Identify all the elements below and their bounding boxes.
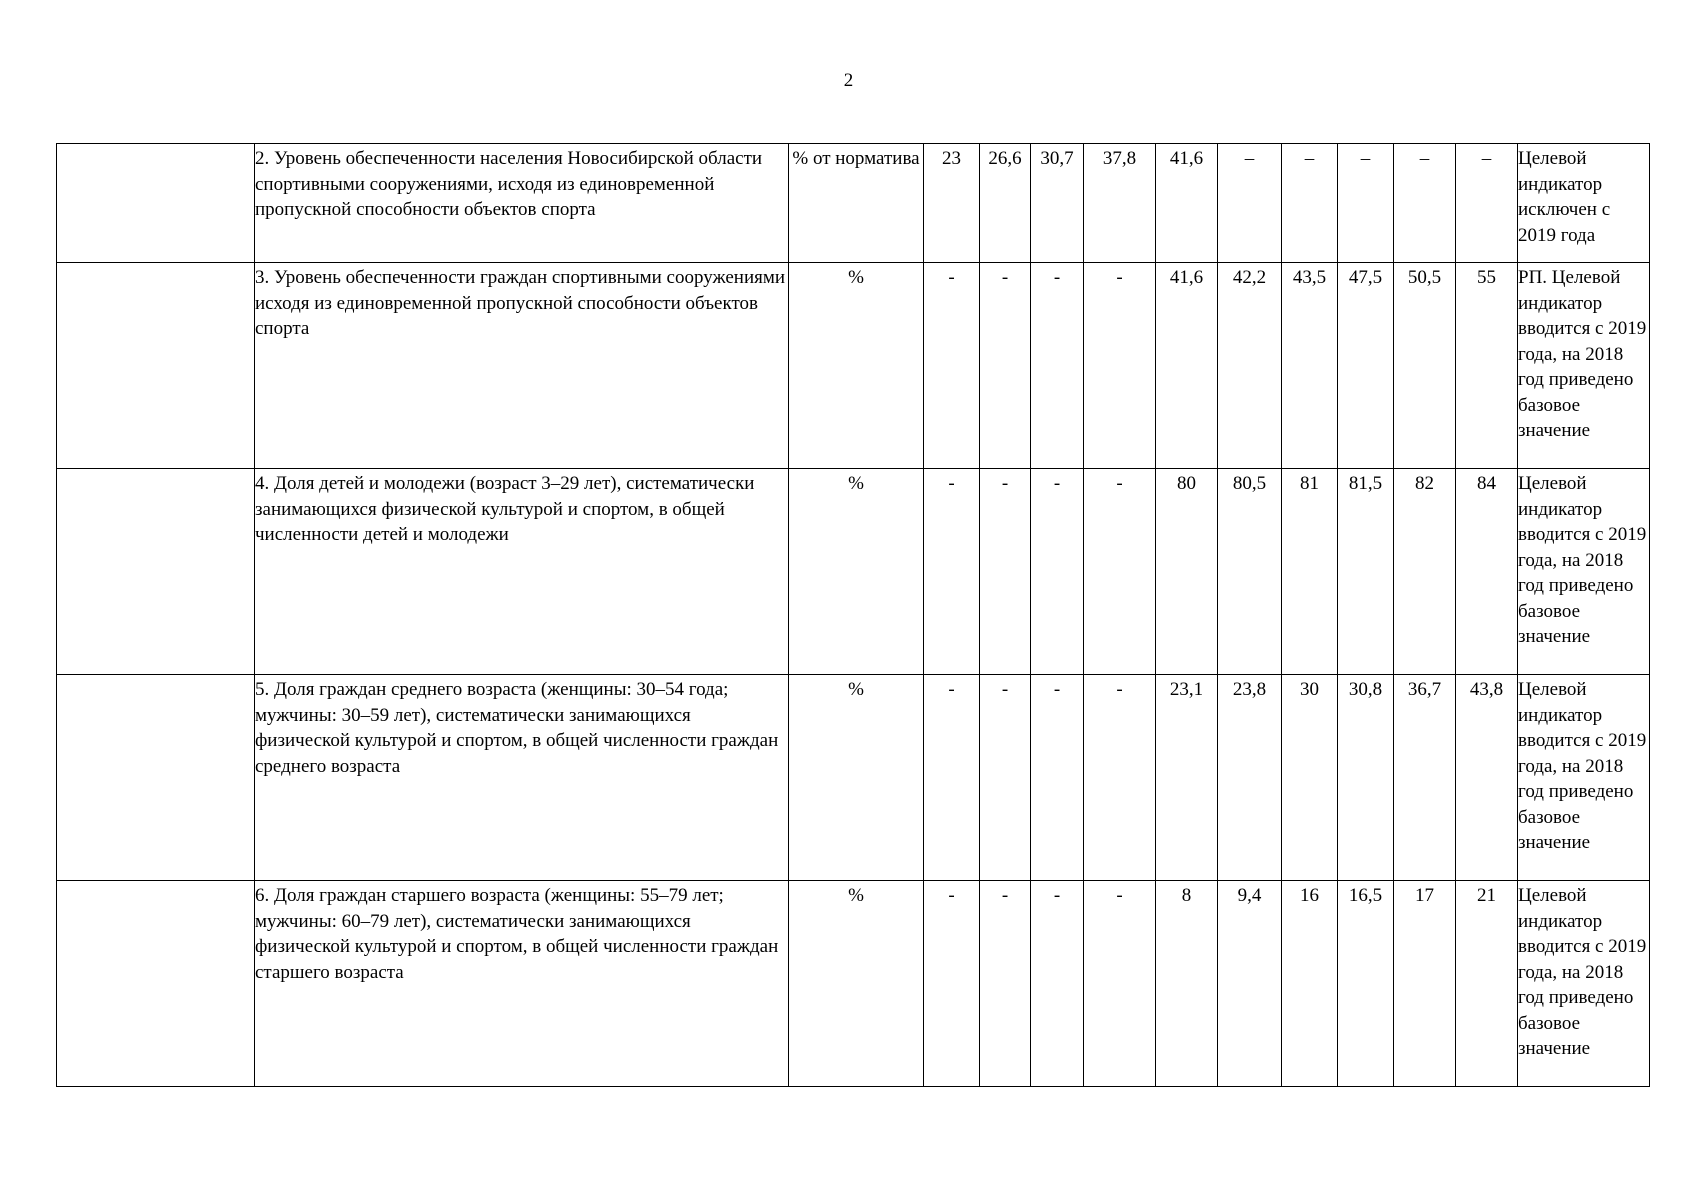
value-cell <box>1282 263 1338 469</box>
page-number: 2 <box>843 70 854 91</box>
value-cell <box>1394 144 1456 263</box>
value-cell <box>1031 263 1084 469</box>
value-cell-text: - <box>948 885 955 906</box>
value-cell <box>1031 675 1084 881</box>
value-cell <box>980 881 1031 1087</box>
unit-cell-text: % <box>848 267 864 288</box>
value-cell <box>1282 881 1338 1087</box>
value-cell-text: 26,6 <box>988 148 1022 169</box>
program-cell <box>57 263 255 469</box>
value-cell <box>1394 881 1456 1087</box>
value-cell <box>1338 263 1394 469</box>
value-cell-text: 81 <box>1300 473 1319 494</box>
value-cell <box>1084 881 1156 1087</box>
table-row <box>57 263 1650 469</box>
value-cell <box>980 675 1031 881</box>
value-cell-text: 23,8 <box>1232 679 1267 700</box>
value-cell <box>980 144 1031 263</box>
value-cell-text: 23,1 <box>1169 679 1204 700</box>
value-cell <box>1084 469 1156 675</box>
value-cell-text: 80 <box>1177 473 1196 494</box>
value-cell <box>1456 675 1518 881</box>
indicator-name-cell-text: 6. Доля граждан старшего возраста (женщины: 55–79 лет; мужчины: 60–79 лет), систематически занимающихся физической культурой и спортом, в общей численности граждан старшего возраста <box>255 885 779 983</box>
value-cell-text: 41,6 <box>1169 267 1204 288</box>
value-cell-text: - <box>1053 473 1061 494</box>
table-row <box>57 144 1650 263</box>
unit-cell-text: % <box>848 679 864 700</box>
table-row <box>57 675 1650 881</box>
value-cell <box>1282 469 1338 675</box>
value-cell-text: - <box>1116 473 1123 494</box>
value-cell <box>1338 469 1394 675</box>
value-cell-text: – <box>1481 148 1492 169</box>
unit-cell <box>789 144 924 263</box>
value-cell <box>1031 144 1084 263</box>
value-cell-text: - <box>948 267 955 288</box>
value-cell <box>924 881 980 1087</box>
value-cell-text: - <box>948 679 955 700</box>
value-cell <box>1456 881 1518 1087</box>
value-cell-text: 16 <box>1300 885 1319 906</box>
value-cell <box>1156 881 1218 1087</box>
indicator-name-cell <box>255 881 789 1087</box>
value-cell <box>1338 675 1394 881</box>
value-cell-text: 21 <box>1477 885 1496 906</box>
value-cell <box>924 144 980 263</box>
indicator-name-cell-text: 4. Доля детей и молодежи (возраст 3–29 лет), систематически занимающихся физической культурой и спортом, в общей численности детей и молодежи <box>255 473 755 545</box>
value-cell-text: 30,8 <box>1348 679 1383 700</box>
value-cell-text: 16,5 <box>1348 885 1383 906</box>
table-row <box>57 469 1650 675</box>
note-cell-text: Целевой индикатор вводится с 2019 года, на 2018 год приведено базовое значение <box>1518 679 1647 853</box>
value-cell-text: 17 <box>1415 885 1434 906</box>
value-cell <box>924 263 980 469</box>
value-cell-text: 81,5 <box>1348 473 1383 494</box>
note-cell-text: Целевой индикатор вводится с 2019 года, на 2018 год приведено базовое значение <box>1518 885 1647 1059</box>
note-cell <box>1518 144 1650 263</box>
value-cell <box>1218 144 1282 263</box>
value-cell <box>924 469 980 675</box>
note-cell-text: РП. Целевой индикатор вводится с 2019 года, на 2018 год приведено базовое значение <box>1518 267 1647 441</box>
value-cell <box>1282 675 1338 881</box>
indicator-name-cell <box>255 675 789 881</box>
value-cell-text: 41,6 <box>1169 148 1204 169</box>
value-cell-text: - <box>1001 679 1009 700</box>
value-cell <box>980 263 1031 469</box>
value-cell-text: 9,4 <box>1237 885 1262 906</box>
value-cell <box>1084 263 1156 469</box>
program-cell <box>57 675 255 881</box>
value-cell-text: - <box>1116 679 1123 700</box>
value-cell <box>1394 469 1456 675</box>
value-cell <box>1156 263 1218 469</box>
value-cell-text: 8 <box>1181 885 1192 906</box>
value-cell <box>924 675 980 881</box>
value-cell-text: 84 <box>1477 473 1496 494</box>
value-cell-text: 37,8 <box>1102 148 1137 169</box>
value-cell-text: - <box>1053 267 1061 288</box>
value-cell <box>1338 144 1394 263</box>
value-cell-text: 23 <box>942 148 961 169</box>
value-cell <box>1031 469 1084 675</box>
note-cell-text: Целевой индикатор исключен с 2019 года <box>1518 148 1611 246</box>
value-cell-text: 55 <box>1477 267 1496 288</box>
indicator-name-cell-text: 2. Уровень обеспеченности населения Новосибирской области спортивными сооружениями, исходя из единовременной пропускной способности объектов спорта <box>255 148 763 220</box>
note-cell <box>1518 469 1650 675</box>
table-row <box>57 881 1650 1087</box>
indicators-table <box>56 143 1650 1087</box>
program-cell <box>57 144 255 263</box>
value-cell-text: - <box>1053 885 1061 906</box>
value-cell-text: – <box>1304 148 1315 169</box>
value-cell <box>1156 675 1218 881</box>
value-cell <box>1031 881 1084 1087</box>
value-cell-text: 30,7 <box>1040 148 1074 169</box>
unit-cell-text: % <box>848 473 864 494</box>
value-cell <box>1084 675 1156 881</box>
value-cell <box>1456 263 1518 469</box>
value-cell <box>1156 469 1218 675</box>
unit-cell <box>789 881 924 1087</box>
indicator-name-cell-text: 5. Доля граждан среднего возраста (женщины: 30–54 года; мужчины: 30–59 лет), систематически занимающихся физической культурой и спортом, в общей численности граждан среднего возраста <box>255 679 779 777</box>
value-cell <box>1218 263 1282 469</box>
value-cell <box>1218 881 1282 1087</box>
value-cell <box>1218 675 1282 881</box>
note-cell <box>1518 675 1650 881</box>
value-cell-text: 42,2 <box>1232 267 1267 288</box>
indicator-name-cell <box>255 469 789 675</box>
unit-cell <box>789 469 924 675</box>
value-cell <box>1456 144 1518 263</box>
unit-cell-text: % <box>848 885 864 906</box>
value-cell <box>1456 469 1518 675</box>
value-cell <box>980 469 1031 675</box>
value-cell-text: – <box>1419 148 1430 169</box>
value-cell-text: – <box>1360 148 1371 169</box>
program-cell <box>57 881 255 1087</box>
indicator-name-cell <box>255 144 789 263</box>
value-cell-text: - <box>1001 473 1009 494</box>
value-cell-text: – <box>1244 148 1255 169</box>
value-cell <box>1394 263 1456 469</box>
indicator-name-cell-text: 3. Уровень обеспеченности граждан спортивными сооружениями исходя из единовременной пропускной способности объектов спорта <box>255 267 786 339</box>
value-cell-text: 50,5 <box>1407 267 1442 288</box>
value-cell-text: 43,8 <box>1469 679 1504 700</box>
unit-cell <box>789 263 924 469</box>
value-cell-text: - <box>948 473 955 494</box>
program-cell <box>57 469 255 675</box>
indicator-name-cell <box>255 263 789 469</box>
unit-cell <box>789 675 924 881</box>
value-cell-text: 82 <box>1415 473 1434 494</box>
note-cell-text: Целевой индикатор вводится с 2019 года, на 2018 год приведено базовое значение <box>1518 473 1647 647</box>
value-cell <box>1218 469 1282 675</box>
value-cell <box>1394 675 1456 881</box>
value-cell <box>1338 881 1394 1087</box>
value-cell <box>1156 144 1218 263</box>
value-cell-text: 43,5 <box>1292 267 1327 288</box>
value-cell-text: - <box>1001 267 1009 288</box>
value-cell <box>1282 144 1338 263</box>
value-cell-text: - <box>1001 885 1009 906</box>
value-cell-text: - <box>1116 267 1123 288</box>
value-cell-text: 47,5 <box>1348 267 1383 288</box>
value-cell <box>1084 144 1156 263</box>
value-cell-text: 80,5 <box>1232 473 1267 494</box>
value-cell-text: - <box>1053 679 1061 700</box>
note-cell <box>1518 263 1650 469</box>
note-cell <box>1518 881 1650 1087</box>
value-cell-text: - <box>1116 885 1123 906</box>
value-cell-text: 30 <box>1300 679 1319 700</box>
value-cell-text: 36,7 <box>1407 679 1442 700</box>
unit-cell-text: % от норматива <box>792 148 920 169</box>
